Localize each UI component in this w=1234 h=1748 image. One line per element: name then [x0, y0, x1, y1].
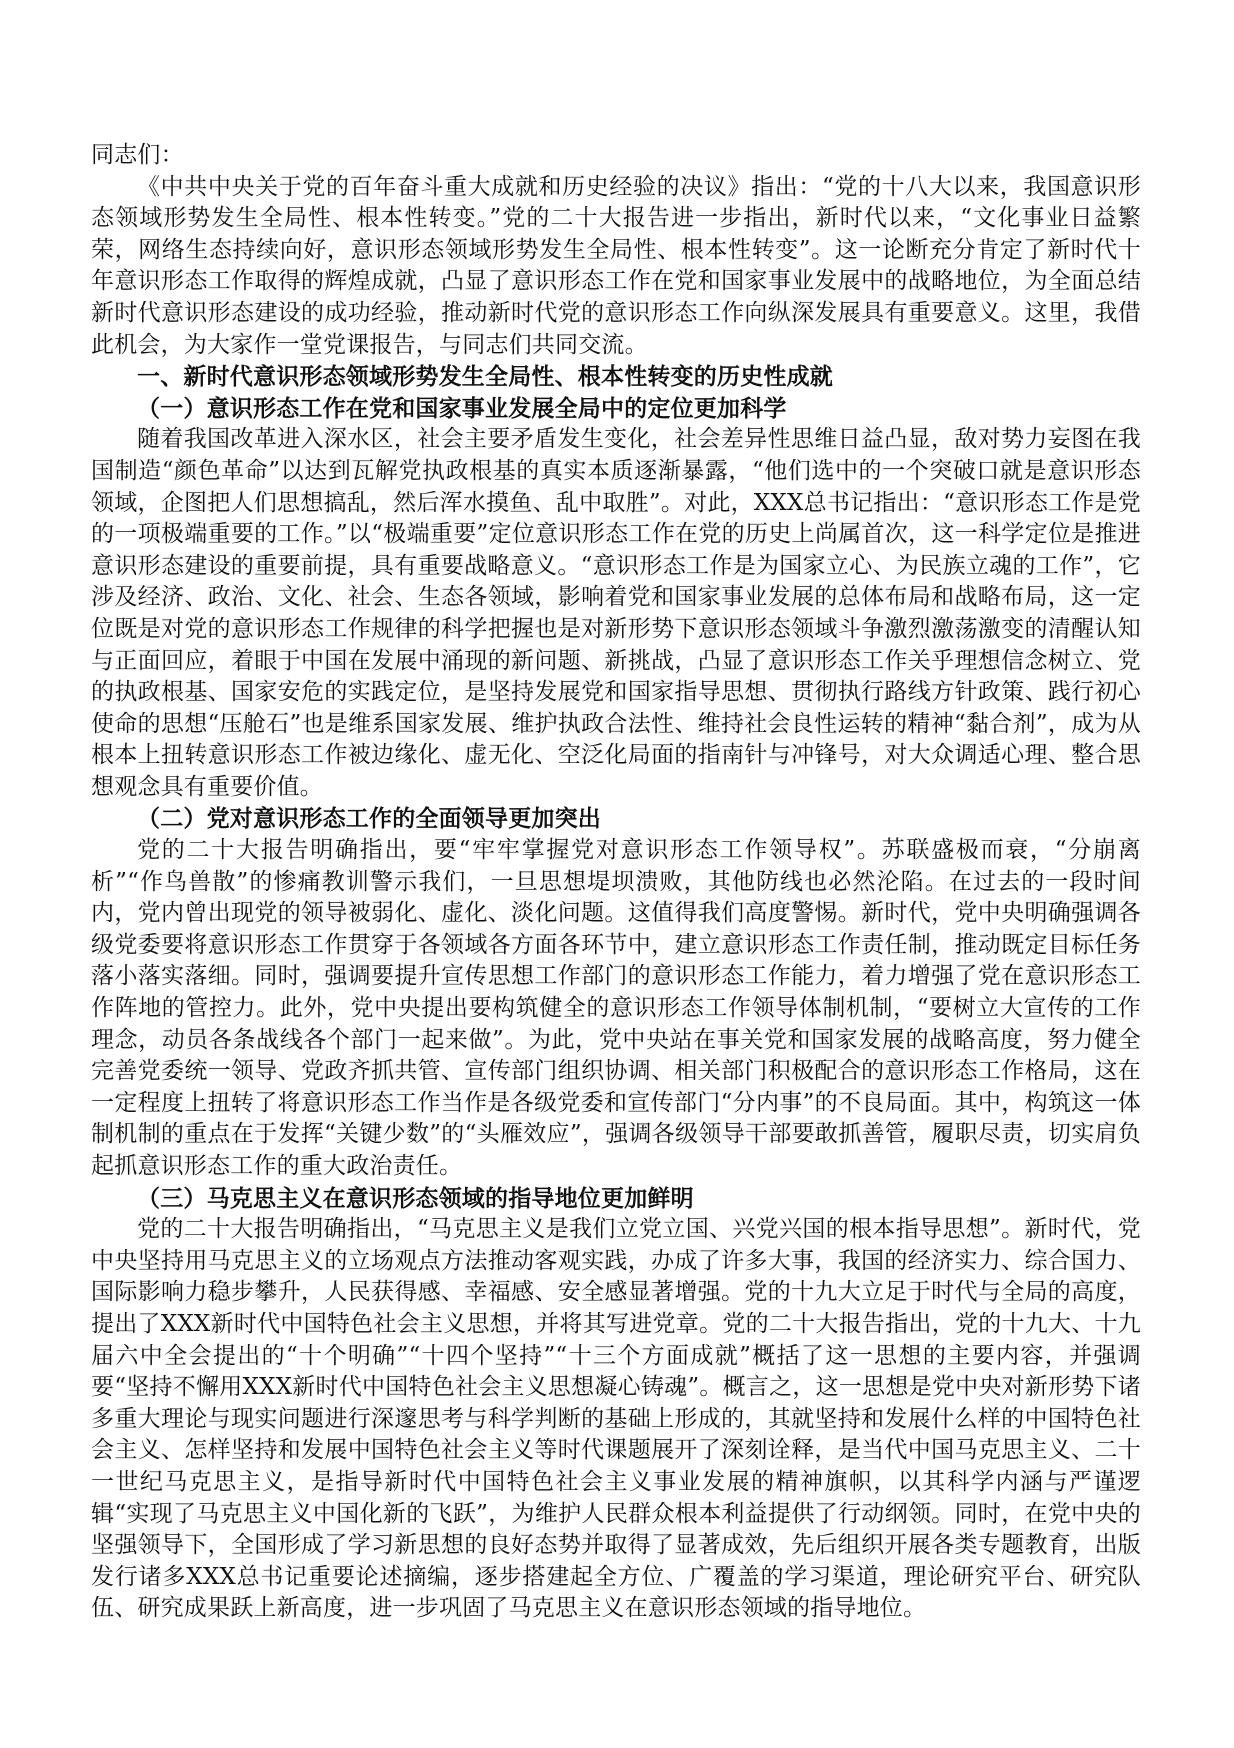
intro-paragraph: 《中共中央关于党的百年奋斗重大成就和历史经验的决议》指出：“党的十八大以来，我国意识形态领域形势发生全局性、根本性转变。”党的二十大报告进一步指出，新时代以来，“文化事业日益繁荣，网络生态持续向好，意识形态领域形势发生全局性、根本性转变”。这一论断充分肯定了新时代十年意识形态工作取得的辉煌成就，凸显了意识形态工作在党和国家事业发展中的战略地位，为全面总结新时代意识形态建设的成功经验，推动新时代党的意识形态工作向纵深发展具有重要意义。这里，我借此机会，为大家作一堂党课报告，与同志们共同交流。 — [91, 173, 1141, 358]
subsection-heading-2: （二）党对意识形态工作的全面领导更加突出 — [137, 805, 601, 833]
subsection-heading-3: （三）马克思主义在意识形态领域的指导地位更加鲜明 — [137, 1184, 694, 1212]
subsection-paragraph-2: 党的二十大报告明确指出，要“牢牢掌握党对意识形态工作领导权”。苏联盛极而衰，“分崩离析”“作鸟兽散”的惨痛教训警示我们，一旦思想堤坝溃败，其他防线也必然沦陷。在过去的一段时间内，党内曾出现党的领导被弱化、虚化、淡化问题。这值得我们高度警惕。新时代，党中央明确强调各级党委要将意识形态工作贯穿于各领域各方面各环节中，建立意识形态工作责任制，推动既定目标任务落小落实落细。同时，强调要提升宣传思想工作部门的意识形态工作能力，着力增强了党在意识形态工作阵地的管控力。此外，党中央提出要构筑健全的意识形态工作领导体制机制，“要树立大宣传的工作理念，动员各条战线各个部门一起来做”。为此，党中央站在事关党和国家发展的战略高度，努力健全完善党委统一领导、党政齐抓共管、宣传部门组织协调、相关部门积极配合的意识形态工作格局，这在一定程度上扭转了将意识形态工作当作是各级党委和宣传部门“分内事”的不良局面。其中，构筑这一体制机制的重点在于发挥“关键少数”的“头雁效应”，强调各级领导干部要敢抓善管，履职尽责，切实肩负起抓意识形态工作的重大政治责任。 — [91, 837, 1141, 1179]
section-heading-1: 一、新时代意识形态领域形势发生全局性、根本性转变的历史性成就 — [137, 363, 833, 391]
subsection-paragraph-1: 随着我国改革进入深水区，社会主要矛盾发生变化，社会差异性思维日益凸显，敌对势力妄图在我国制造“颜色革命”以达到瓦解党执政根基的真实本质逐渐暴露，“他们选中的一个突破口就是意识形态领域，企图把人们思想搞乱，然后浑水摸鱼、乱中取胜”。对此，XXX总书记指出：“意识形态工作是党的一项极端重要的工作。”以“极端重要”定位意识形态工作在党的历史上尚属首次，这一科学定位是推进意识形态建设的重要前提，具有重要战略意义。“意识形态工作是为国家立心、为民族立魂的工作”，它涉及经济、政治、文化、社会、生态各领域，影响着党和国家事业发展的总体布局和战略布局，这一定位既是对党的意识形态工作规律的科学把握也是对新形势下意识形态领域斗争激烈激荡激变的清醒认知与正面回应，着眼于中国在发展中涌现的新问题、新挑战，凸显了意识形态工作关乎理想信念树立、党的执政根基、国家安危的实践定位，是坚持发展党和国家指导思想、贯彻执行路线方针政策、践行初心使命的思想“压舱石”也是维系国家发展、维护执政合法性、维持社会良性运转的精神“黏合剂”，成为从根本上扭转意识形态工作被边缘化、虚无化、空泛化局面的指南针与冲锋号，对大众调适心理、整合思想观念具有重要价值。 — [91, 426, 1141, 800]
subsection-heading-1: （一）意识形态工作在党和国家事业发展全局中的定位更加科学 — [137, 394, 787, 422]
subsection-paragraph-3: 党的二十大报告明确指出，“马克思主义是我们立党立国、兴党兴国的根本指导思想”。新时代，党中央坚持用马克思主义的立场观点方法推动客观实践，办成了许多大事，我国的经济实力、综合国力、国际影响力稳步攀升，人民获得感、幸福感、安全感显著增强。党的十九大立足于时代与全局的高度，提出了XXX新时代中国特色社会主义思想，并将其写进党章。党的二十大报告指出，党的十九大、十九届六中全会提出的“十个明确”“十四个坚持”“十三个方面成就”概括了这一思想的主要内容，并强调要“坚持不懈用XXX新时代中国特色社会主义思想凝心铸魂”。概言之，这一思想是党中央对新形势下诸多重大理论与现实问题进行深邃思考与科学判断的基础上形成的，其就坚持和发展什么样的中国特色社会主义、怎样坚持和发展中国特色社会主义等时代课题展开了深刻诠释，是当代中国马克思主义、二十一世纪马克思主义，是指导新时代中国特色社会主义事业发展的精神旗帜，以其科学内涵与严谨逻辑“实现了马克思主义中国化新的飞跃”，为维护人民群众根本利益提供了行动纲领。同时，在党中央的坚强领导下，全国形成了学习新思想的良好态势并取得了显著成效，先后组织开展各类专题教育，出版发行诸多XXX总书记重要论述摘编，逐步搭建起全方位、广覆盖的学习渠道，理论研究平台、研究队伍、研究成果跃上新高度，进一步巩固了马克思主义在意识形态领域的指导地位。 — [91, 1216, 1141, 1622]
salutation: 同志们： — [91, 142, 184, 168]
document-page — [91, 140, 1141, 1625]
